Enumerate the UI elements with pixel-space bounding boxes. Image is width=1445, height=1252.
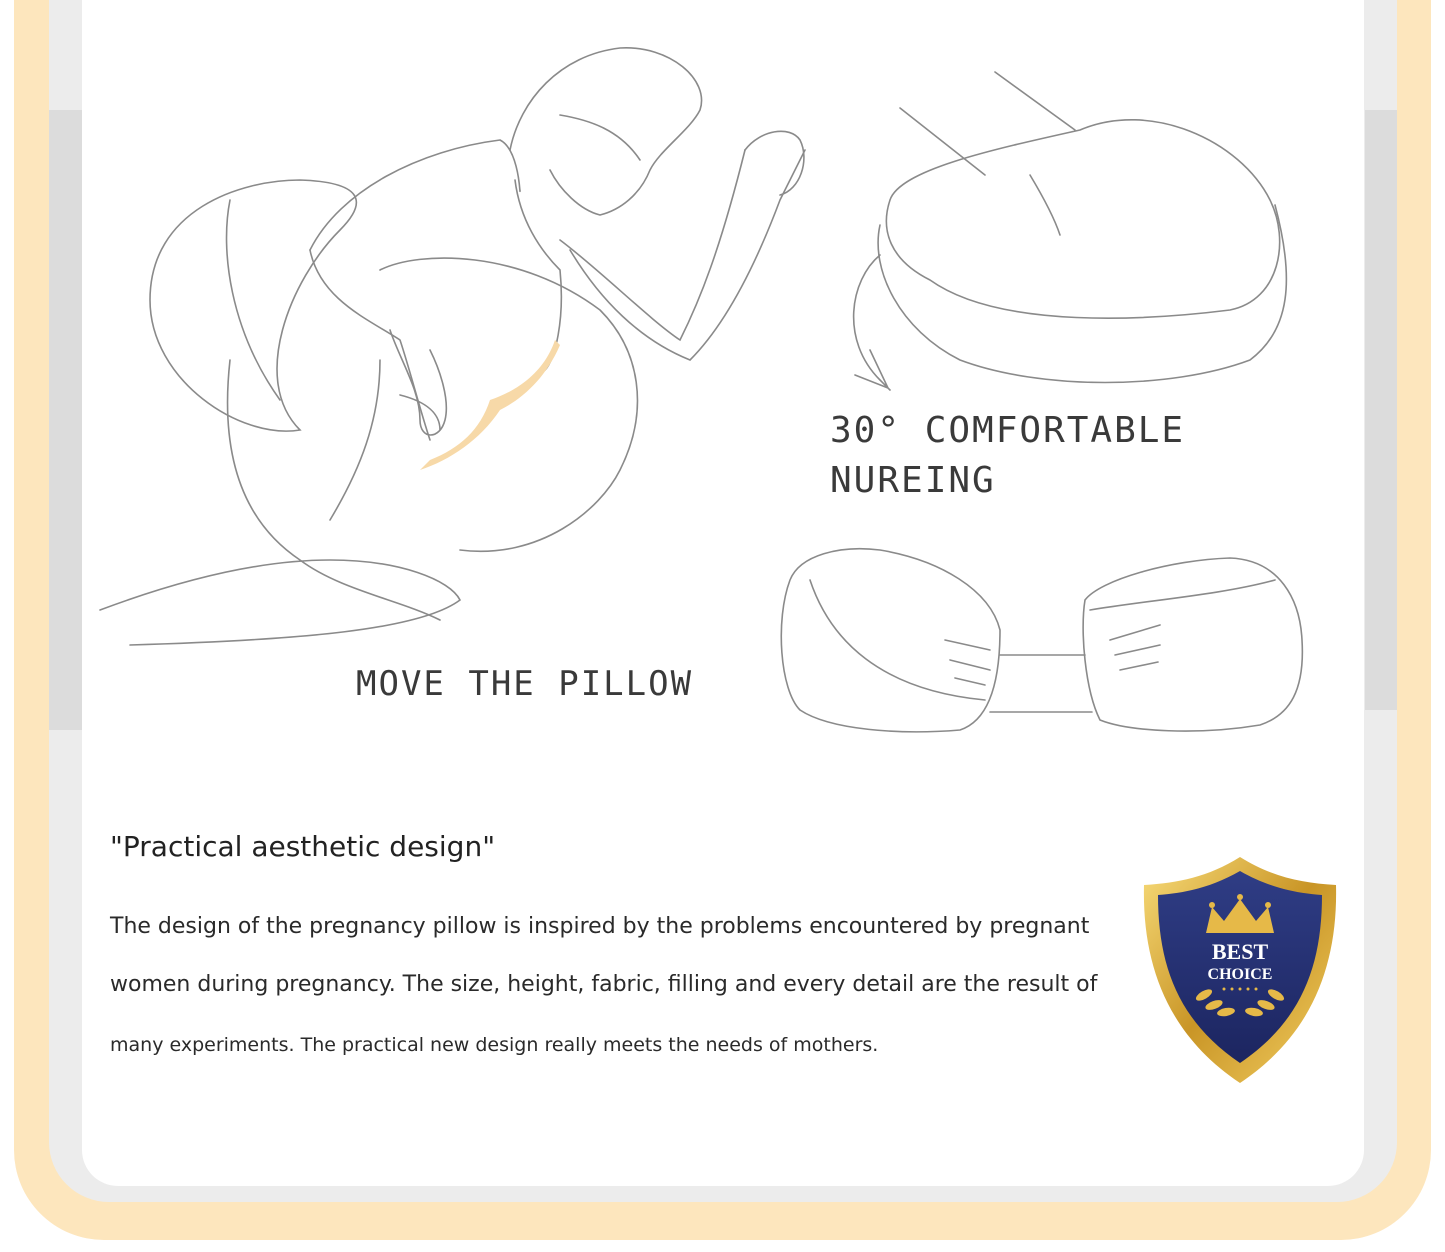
badge-text-best: BEST xyxy=(1211,939,1269,964)
description-line: women during pregnancy. The size, height, fabric, filling and every detail are the result of xyxy=(110,972,1098,997)
caption-angle-line2: NUREING xyxy=(830,460,996,501)
badge-text-choice: CHOICE xyxy=(1207,966,1273,983)
best-choice-badge-icon xyxy=(1142,855,1338,1085)
caption-move: MOVE THE PILLOW xyxy=(356,664,694,704)
accent-band xyxy=(420,340,560,470)
background-shape xyxy=(1365,110,1397,710)
caption-angle-line1: 30° COMFORTABLE xyxy=(830,410,1186,451)
description-line: The design of the pregnancy pillow is inspired by the problems encountered by pregnant xyxy=(110,914,1090,939)
section-headline: "Practical aesthetic design" xyxy=(110,830,496,863)
pillow-illustration xyxy=(82,0,1364,770)
description-line: many experiments. The practical new design really meets the needs of mothers. xyxy=(110,1034,879,1056)
